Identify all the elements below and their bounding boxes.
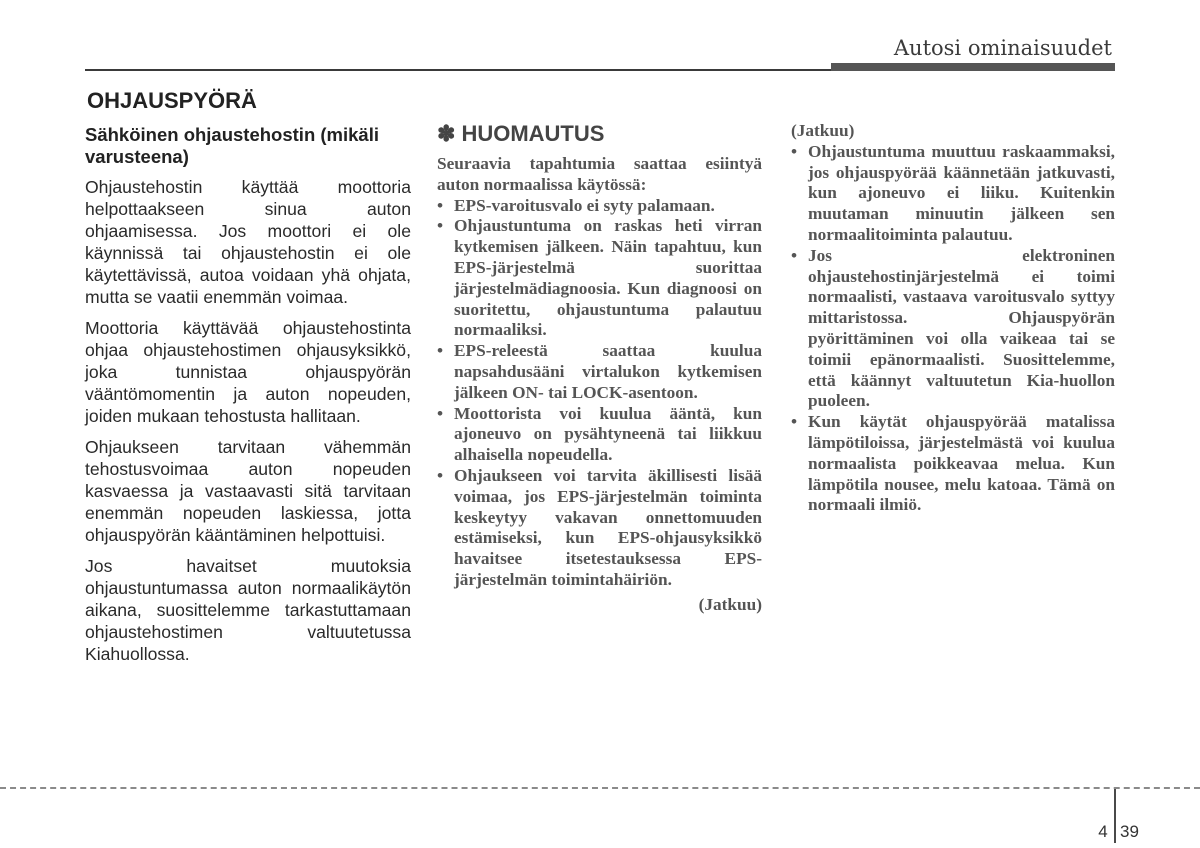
bullet-icon: • — [791, 141, 798, 161]
list-item-text: Jos elektroninen ohjaustehostinjärjestelmä ei toimi normaalisti, vastaava varoitusvalo syttyy mittaristossa. Ohjauspyörän pyörittäminen voi olla vaikeaa tai se toimii epänormaalisti. Suosittelemme, että käännyt valtuutetun Kia-huollon puoleen. — [808, 245, 1115, 411]
note-list — [437, 196, 762, 591]
bullet-icon: • — [791, 245, 798, 265]
list-item — [437, 404, 762, 466]
list-item — [437, 341, 762, 403]
paragraph: Moottoria käyttävää ohjaustehostinta ohjaa ohjaustehostimen ohjausyksikkö, joka tunnistaa ohjauspyörän vääntömomentin ja auton nopeuden, joiden mukaan tehostusta hallitaan. — [85, 318, 411, 426]
page-number: 39 — [1120, 822, 1139, 841]
list-item-text: Ohjaustuntuma muuttuu raskaammaksi, jos ohjauspyörää käännetään jatkuvasti, kun ajoneuvo ei liiku. Kuitenkin muutaman minuutin jälkeen sen normaalitoiminta palautuu. — [808, 141, 1115, 244]
section-title: OHJAUSPYÖRÄ — [87, 88, 257, 113]
asterisk-icon: ✽ — [437, 121, 456, 146]
bullet-icon: • — [437, 465, 444, 485]
bullet-icon: • — [791, 412, 798, 432]
list-item-text: EPS-varoitusvalo ei syty palamaan. — [454, 195, 715, 215]
list-item-text: EPS-releestä saattaa kuulua napsahdusääni virtalukon kytkemisen jälkeen ON- tai LOCK-asentoon. — [454, 341, 762, 402]
chapter-number: 4 — [1098, 822, 1108, 841]
footer-divider — [0, 787, 1200, 789]
bullet-icon: • — [437, 216, 444, 236]
bullet-icon: • — [437, 341, 444, 361]
note-intro: Seuraavia tapahtumia saattaa esiintyä auton normaalissa käytössä: — [437, 154, 762, 194]
header-rule-accent — [831, 63, 1115, 71]
page-number-separator — [1114, 789, 1116, 843]
continued-label: (Jatkuu) — [698, 594, 762, 614]
note-continuation-column — [791, 121, 1115, 516]
paragraph: Ohjaukseen tarvitaan vähemmän tehostusvoimaa auton nopeuden kasvaessa ja vastaavasti sitä tarvitaan enemmän nopeuden laskiessa, jotta ohjauspyörän kääntäminen helpottuisi. — [85, 437, 411, 545]
note-column — [437, 121, 762, 616]
subsection-title: Sähköinen ohjaustehostin (mikäli varusteena) — [85, 124, 379, 167]
list-item — [437, 216, 762, 341]
list-item — [437, 196, 762, 217]
list-item-text: Ohjaukseen voi tarvita äkillisesti lisää voimaa, jos EPS-järjestelmän toiminta keskeytyy vakavan onnettomuuden estämiseksi, kun EPS-ohjausyksikkö havaitsee itsetestauksessa EPS-järjestelmän toimintahäiriön. — [454, 465, 762, 589]
note-heading — [437, 121, 762, 147]
bullet-icon: • — [437, 195, 444, 215]
list-item — [791, 412, 1115, 516]
list-item — [437, 466, 762, 591]
continued-label-top: (Jatkuu) — [791, 121, 855, 140]
header-title: Autosi ominaisuudet — [893, 36, 1112, 60]
paragraph: Ohjaustehostin käyttää moottoria helpottaakseen sinua auton ohjaamisessa. Jos moottori ei ole käynnissä tai ohjaustehostin ei ole käytettävissä, autoa voidaan yhä ohjata, mutta se vaatii enemmän voimaa. — [85, 177, 411, 307]
list-item-text: Ohjaustuntuma on raskas heti virran kytkemisen jälkeen. Näin tapahtuu, kun EPS-järjestelmä suorittaa järjestelmädiagnoosia. Kun diagnoosi on suoritettu, ohjaustuntuma palautuu normaaliksi. — [454, 216, 762, 340]
list-item — [791, 142, 1115, 246]
list-item-text: Kun käytät ohjauspyörää matalissa lämpötiloissa, järjestelmästä voi kuulua normaalista poikkeavaa melua. Kun lämpötila nousee, melu katoaa. Tämä on normaali ilmiö. — [808, 412, 1115, 515]
left-column — [85, 82, 411, 674]
paragraph: Jos havaitset muutoksia ohjaustuntumassa auton normaalikäytön aikana, suosittelemme tarkastuttamaan ohjaustehostimen valtuutetussa Kiahuollossa. — [85, 556, 411, 664]
note-list-continued — [791, 142, 1115, 516]
bullet-icon: • — [437, 403, 444, 423]
note-title: HUOMAUTUS — [461, 121, 605, 146]
list-item-text: Moottorista voi kuulua ääntä, kun ajoneuvo on pysähtyneenä tai liikkuu alhaisella nopeudella. — [454, 403, 762, 465]
list-item — [791, 246, 1115, 412]
